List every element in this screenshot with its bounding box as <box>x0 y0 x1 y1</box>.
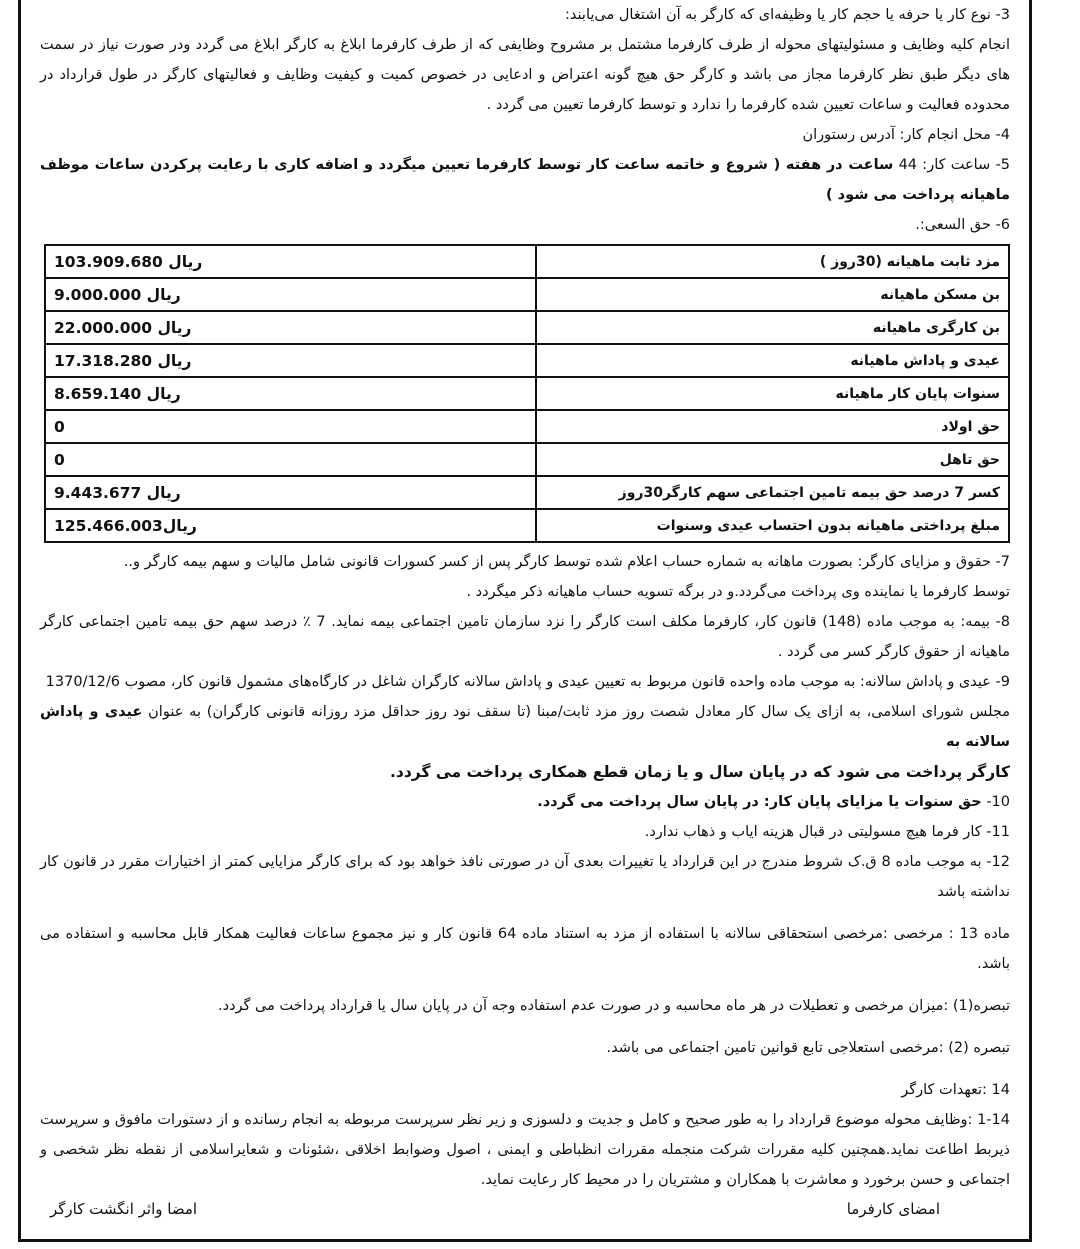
table-row <box>45 245 1009 278</box>
clause-11-transport: 11- کار فرما هیچ مسولیتی در قبال هزینه ایاب و ذهاب ندارد. <box>644 824 1010 840</box>
clause-10-number: 10- <box>986 794 1010 810</box>
table-row <box>45 509 1009 542</box>
clause-13-leave: ماده 13 : مرخصی :مرخصی استحقاقی سالانه با استفاده از مزد به استناد ماده 64 قانون کار و نیز مجموع ساعات فعالیت همکار قابل محاسبه و استفاده می باشد. <box>40 926 1010 972</box>
row-value: 17.318.280 ریال <box>45 344 536 377</box>
clause-7-line1: 7- حقوق و مزایای کارگر: بصورت ماهانه به شماره حساب اعلام شده توسط کارگر پس از کسر کسورات قانونی شامل مالیات و سهم بیمه کارگر و.. <box>123 554 1010 570</box>
row-label: بن مسکن ماهیانه <box>536 278 1009 311</box>
row-value: 0 <box>45 410 536 443</box>
row-value: 9.443.677 ریال <box>45 476 536 509</box>
row-value: 9.000.000 ریال <box>45 278 536 311</box>
row-label: سنوات پایان کار ماهیانه <box>536 377 1009 410</box>
row-value: 103.909.680 ریال <box>45 245 536 278</box>
row-label: مبلغ پرداختی ماهیانه بدون احتساب عیدی وسنوات <box>536 509 1009 542</box>
table-row <box>45 344 1009 377</box>
row-label: کسر 7 درصد حق بیمه تامین اجتماعی سهم کارگر30روز <box>536 476 1009 509</box>
row-value: 8.659.140 ریال <box>45 377 536 410</box>
clause-14-1-duties: 1-14 :وظایف محوله موضوع قرارداد را به طور صحیح و کامل و جدیت و دلسوزی و زیر نظر سرپرست مربوطه به انجام رسانده و از دستورات مافوق و سرپرست ذیربط اطاعت نماید.همچنین کلیه مقررات شرکت منجمله مقررات انظباطی و ایمنی ، اصول وضوابط اخلاقی ،شئونات و شعایراسلامی از نقطه نظر شخصی و اجتماعی و حسن برخورد و معاشرت با همکاران و مشتریان را در محیط کار رعایت نماید. <box>40 1112 1010 1188</box>
row-label: حق اولاد <box>536 410 1009 443</box>
worker-signature-label: امضا واثر انگشت کارگر <box>50 1200 198 1218</box>
table-row <box>45 476 1009 509</box>
clause-9-line1: 9- عیدی و پاداش سالانه: به موجب ماده واحده قانون مربوط به تعیین عیدی و پاداش سالانه کارگران شاغل در کارگاه‌های مشمول قانون کار، مصوب 1370/12/6 <box>45 674 1010 690</box>
clause-7-line2: توسط کارفرما یا نماینده وی پرداخت می‌گردد.و در برگه تسویه حساب ماهیانه ذکر میگردد . <box>466 584 1010 600</box>
row-label: عیدی و پاداش ماهیانه <box>536 344 1009 377</box>
clause-5-hours <box>40 150 1010 210</box>
table-row <box>45 443 1009 476</box>
table-row <box>45 410 1009 443</box>
row-value: 0 <box>45 443 536 476</box>
clause-9-line3: کارگر پرداخت می شود که در پایان سال و یا زمان قطع همکاری پرداخت می گردد. <box>390 763 1010 781</box>
clause-3-body: انجام کلیه وظایف و مسئولیتهای محوله از طرف کارفرما مشتمل بر مشروح وظایفی که از طرف کارفرما ابلاغ به کارگر ابلاغ می گردد ودر صورت نیاز در سمت های دیگر طبق نظر کارفرما مجاز می باشد و کارگر حق هیچ گونه اعتراض و ادعایی در خصوص کمیت و کیفیت وظایف و فعالیتهای کارگر در طول قرارداد در محدوده فعالیت و ساعات تعیین شده کارفرما را ندارد و توسط کارفرما تعیین می گردد . <box>40 37 1010 113</box>
row-value: 22.000.000 ریال <box>45 311 536 344</box>
row-label: حق تاهل <box>536 443 1009 476</box>
clause-14-title: 14 :تعهدات کارگر <box>901 1082 1010 1098</box>
clause-4-workplace: 4- محل انجام کار: آدرس رستوران <box>802 127 1010 143</box>
clause-5-bold: ساعت در هفته ( شروع و خاتمه ساعت کار توسط کارفرما تعیین میگردد و اضافه کاری با رعایت پرکردن ساعات موظف ماهیانه پرداخت می شود ) <box>40 157 1010 203</box>
clause-10-severance <box>40 787 1010 817</box>
table-row <box>45 377 1009 410</box>
employer-signature-label: امضای کارفرما <box>846 1200 940 1218</box>
clause-10-text: حق سنوات یا مزایای پایان کار: در پایان سال پرداخت می گردد. <box>537 794 982 810</box>
clause-12-article8: 12- به موجب ماده 8 ق.ک شروط مندرج در این قرارداد یا تغییرات بعدی آن در صورتی نافذ خواهد بود که برای کارگر مزایایی کمتر از اختیارات مقرر در قانون کار نداشته باشد <box>40 854 1010 900</box>
row-label: مزد ثابت ماهیانه (30روز ) <box>536 245 1009 278</box>
table-row <box>45 311 1009 344</box>
note-1: تبصره(1) :میزان مرخصی و تعطیلات در هر ماه محاسبه و در صورت عدم استفاده وجه آن در پایان سال یا قرارداد پرداخت می گردد. <box>218 998 1010 1014</box>
row-value: 125.466.003ریال <box>45 509 536 542</box>
note-2: تبصره (2) :مرخصی استعلاجی تابع قوانین تامین اجتماعی می باشد. <box>606 1040 1010 1056</box>
table-row <box>45 278 1009 311</box>
clause-6-wage: 6- حق السعی:. <box>915 217 1010 233</box>
contract-document <box>40 0 1010 1195</box>
clause-3-title: 3- نوع کار یا حرفه یا حجم کار یا وظیفه‌ای که کارگر به آن اشتغال می‌یابند: <box>565 7 1010 23</box>
clause-9-line2-bold: عیدی و پاداش سالانه به <box>40 704 1010 750</box>
clause-9-line2-text: مجلس شورای اسلامی، به ازای یک سال کار معادل شصت روز مزد ثابت/مبنا (تا سقف نود روز حداقل مزد روزانه قانونی کارگران) به عنوان <box>148 704 1011 720</box>
row-label: بن کارگری ماهیانه <box>536 311 1009 344</box>
clause-8-insurance: 8- بیمه: به موجب ماده (148) قانون کار، کارفرما مکلف است کارگر را نزد سازمان تامین اجتماعی بیمه نماید. 7 ٪ درصد سهم حق بیمه تامین اجتماعی کارگر ماهیانه از حقوق کارگر کسر می گردد . <box>40 614 1011 660</box>
clause-9-line2 <box>40 697 1010 757</box>
clause-5-prefix: 5- ساعت کار: 44 <box>898 157 1010 173</box>
salary-table <box>44 244 1010 543</box>
